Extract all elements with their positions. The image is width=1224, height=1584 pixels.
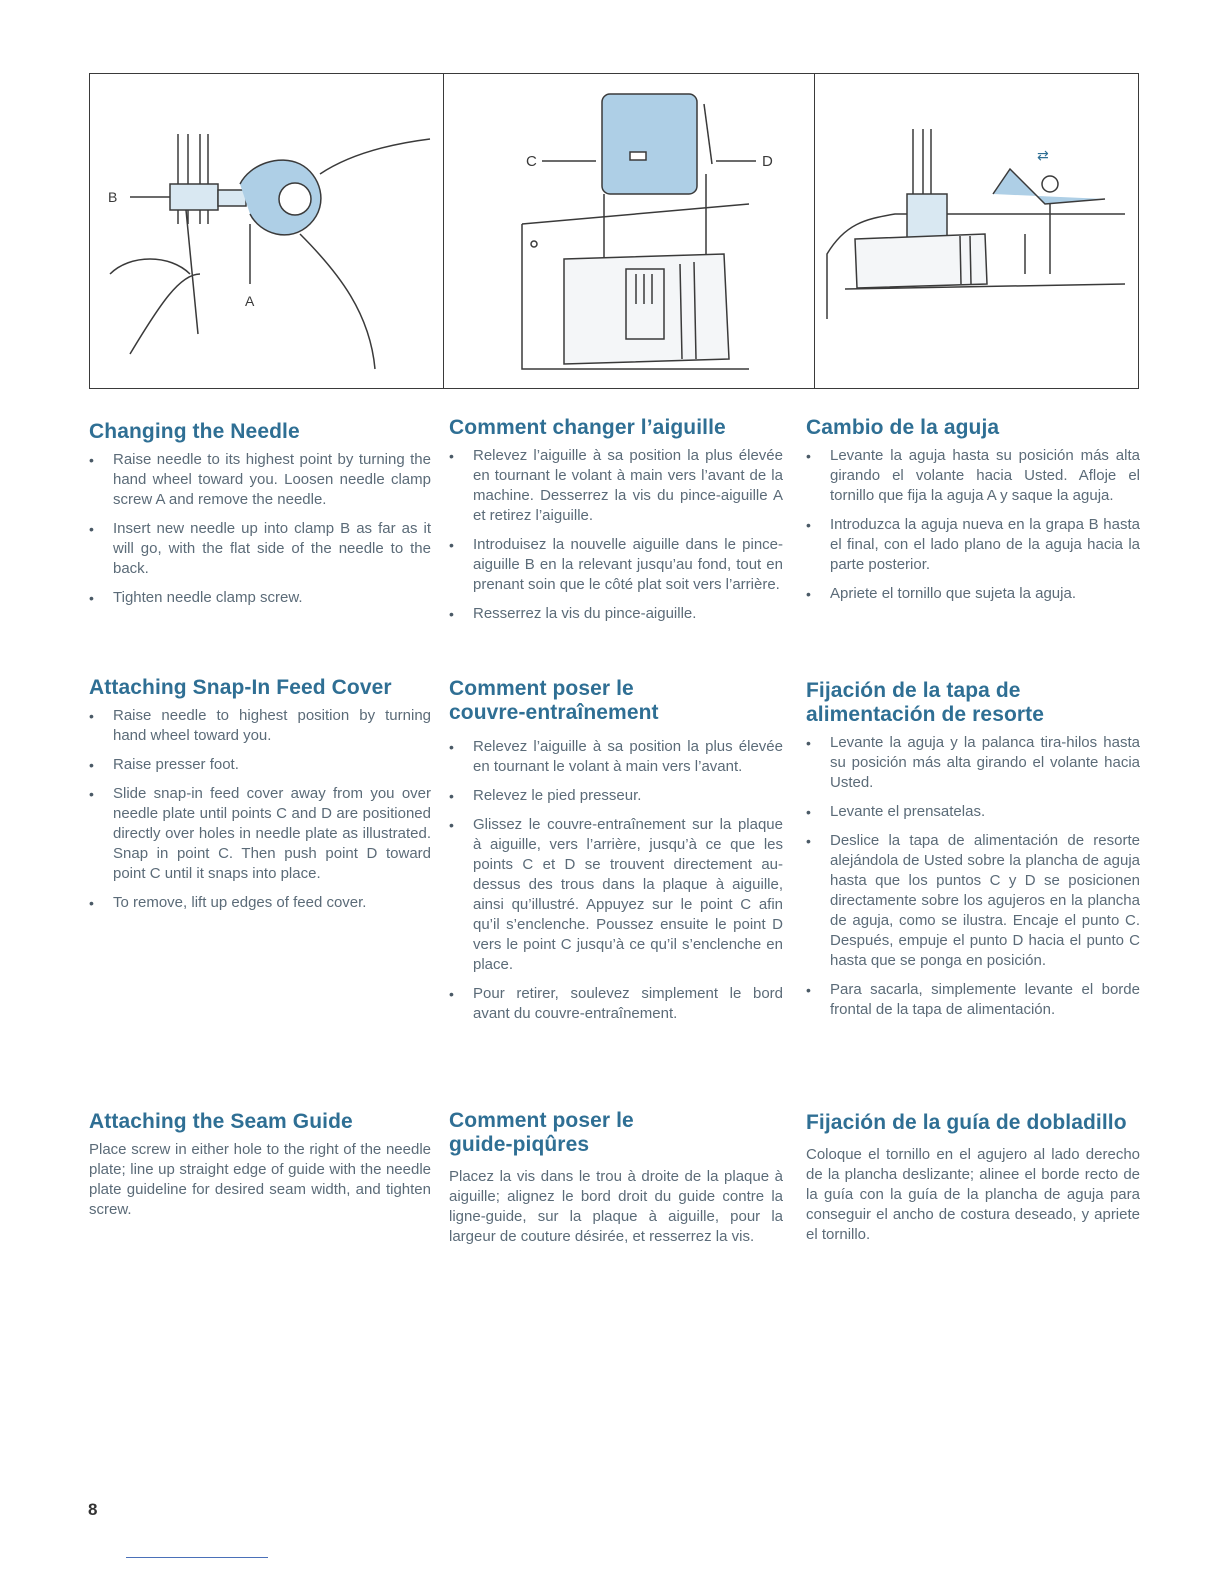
list-item: • Relevez l’aiguille à sa position la plus élevée en tournant le volant à main vers l’avant. (449, 737, 783, 777)
seam-fr-text: Placez la vis dans le trou à droite de la plaque à aiguille; alignez le bord droit du guide contre la ligne-guide, sur la plaque à aiguille, pour la largeur de couture désirée, et resserrez la vis. (449, 1168, 783, 1245)
seam-en-text: Place screw in either hole to the right of the needle plate; line up straight edge of guide with the needle plate guideline for desired seam width, and tighten screw. (89, 1141, 431, 1218)
column-english (89, 420, 431, 617)
list-item: • Levante la aguja y la palanca tira-hilos hasta su posición más alta girando el volante hacia Usted. (806, 733, 1140, 793)
seam-guide-drawing (815, 74, 1137, 388)
needle-clamp-drawing (90, 74, 444, 388)
needle-change-illustration (90, 74, 444, 388)
feed-es-title (806, 679, 1140, 727)
footer-rule (126, 1557, 268, 1558)
column-french-seam (449, 1109, 783, 1247)
feed-fr-title (449, 677, 783, 725)
feed-es-title-line1: Fijación de la tapa de (806, 679, 1021, 702)
list-item: • Pour retirer, soulevez simplement le bord avant du couvre-entraînement. (449, 984, 783, 1024)
column-english-seam (89, 1110, 431, 1220)
needle-es-list (806, 446, 1140, 604)
list-item: • Slide snap-in feed cover away from you over needle plate until points C and D are positioned directly over holes in needle plate as illustrated. Snap in point C. Then push point D toward point C until it snaps into place. (89, 784, 431, 884)
feed-cover-illustration (444, 74, 815, 388)
column-spanish-seam (806, 1111, 1140, 1245)
needle-fr-title: Comment changer l’aiguille (449, 416, 726, 439)
feed-es-list (806, 733, 1140, 1020)
page-number: 8 (88, 1500, 98, 1519)
label-a: A (245, 293, 255, 309)
seam-guide-illustration (815, 74, 1138, 388)
list-item: • Relevez l’aiguille à sa position la plus élevée en tournant le volant à main vers l’avant de la machine. Desserrez la vis du pince-aiguille A et retirez l’aiguille. (449, 446, 783, 526)
label-b: B (108, 189, 118, 205)
column-french-feed (449, 677, 783, 1033)
seam-fr-title (449, 1109, 783, 1157)
seam-es-text: Coloque el tornillo en el agujero al lado derecho de la plancha deslizante; alinee el borde recto de la guía con la guía de la plancha de aguja para conseguir el ancho de costura deseado, y apriete el tornillo. (806, 1146, 1140, 1243)
needle-en-list (89, 450, 431, 608)
feed-en-list (89, 706, 431, 913)
list-item: • Raise needle to highest position by turning hand wheel toward you. (89, 706, 431, 746)
list-item: • Resserrez la vis du pince-aiguille. (449, 604, 783, 624)
needle-en-title: Changing the Needle (89, 420, 300, 443)
list-item: • To remove, lift up edges of feed cover. (89, 893, 431, 913)
list-item: • Tighten needle clamp screw. (89, 588, 431, 608)
list-item: • Deslice la tapa de alimentación de resorte alejándola de Usted sobre la plancha de aguja hasta que los puntos C y D se posicionen directamente sobre los agujeros en la plancha de aguja, como se ilustra. Encaje el punto C. Después, empuje el punto D hacia el punto C hasta que se ponga en posición. (806, 831, 1140, 971)
feed-cover-drawing (444, 74, 815, 388)
column-spanish (806, 416, 1140, 613)
label-c: C (526, 153, 537, 170)
feed-es-title-line2: alimentación de resorte (806, 703, 1045, 726)
list-item: • Introduzca la aguja nueva en la grapa B hasta el final, con el lado plano de la aguja hacia la parte posterior. (806, 515, 1140, 575)
list-item: • Raise needle to its highest point by turning the hand wheel toward you. Loosen needle clamp screw A and remove the needle. (89, 450, 431, 510)
column-spanish-feed (806, 679, 1140, 1029)
list-item: • Relevez le pied presseur. (449, 786, 783, 806)
seam-fr-title-line2: guide-piqûres (449, 1133, 590, 1156)
needle-fr-list (449, 446, 783, 624)
list-item: • Glissez le couvre-entraînement sur la plaque à aiguille, vers l’arrière, jusqu’à ce que les points C et D se trouvent directement au-dessus des trous dans la plaque à aiguille, ainsi qu’illustré. Appuyez sur le point C afin qu’il s’enclenche. Poussez ensuite le point D vers le point C jusqu’à ce qu’il s’enclenche en place. (449, 815, 783, 975)
column-english-feed (89, 676, 431, 922)
feed-fr-title-line2: couvre-entraînement (449, 701, 659, 724)
column-french (449, 416, 783, 633)
feed-fr-list (449, 737, 783, 1024)
list-item: • Apriete el tornillo que sujeta la aguja. (806, 584, 1140, 604)
list-item: • Para sacarla, simplemente levante el borde frontal de la tapa de alimentación. (806, 980, 1140, 1020)
list-item: • Levante la aguja hasta su posición más alta girando el volante hacia Usted. Afloje el tornillo que fija la aguja A y saque la aguja. (806, 446, 1140, 506)
seam-es-title: Fijación de la guía de dobladillo (806, 1111, 1127, 1134)
feed-en-title: Attaching Snap-In Feed Cover (89, 676, 392, 699)
list-item: • Insert new needle up into clamp B as far as it will go, with the flat side of the needle to the back. (89, 519, 431, 579)
seam-fr-title-line1: Comment poser le (449, 1109, 634, 1132)
feed-fr-title-line1: Comment poser le (449, 677, 634, 700)
list-item: • Introduisez la nouvelle aiguille dans le pince-aiguille B en la relevant jusqu’au fond, tout en prenant soin que le côté plat soit vers l’arrière. (449, 535, 783, 595)
seam-en-title: Attaching the Seam Guide (89, 1110, 353, 1133)
list-item: • Levante el prensatelas. (806, 802, 1140, 822)
rotate-arrows-icon: ⇄ (1037, 148, 1049, 164)
needle-es-title: Cambio de la aguja (806, 416, 1000, 439)
label-d: D (762, 153, 773, 170)
illustration-row (89, 73, 1139, 389)
list-item: • Raise presser foot. (89, 755, 431, 775)
